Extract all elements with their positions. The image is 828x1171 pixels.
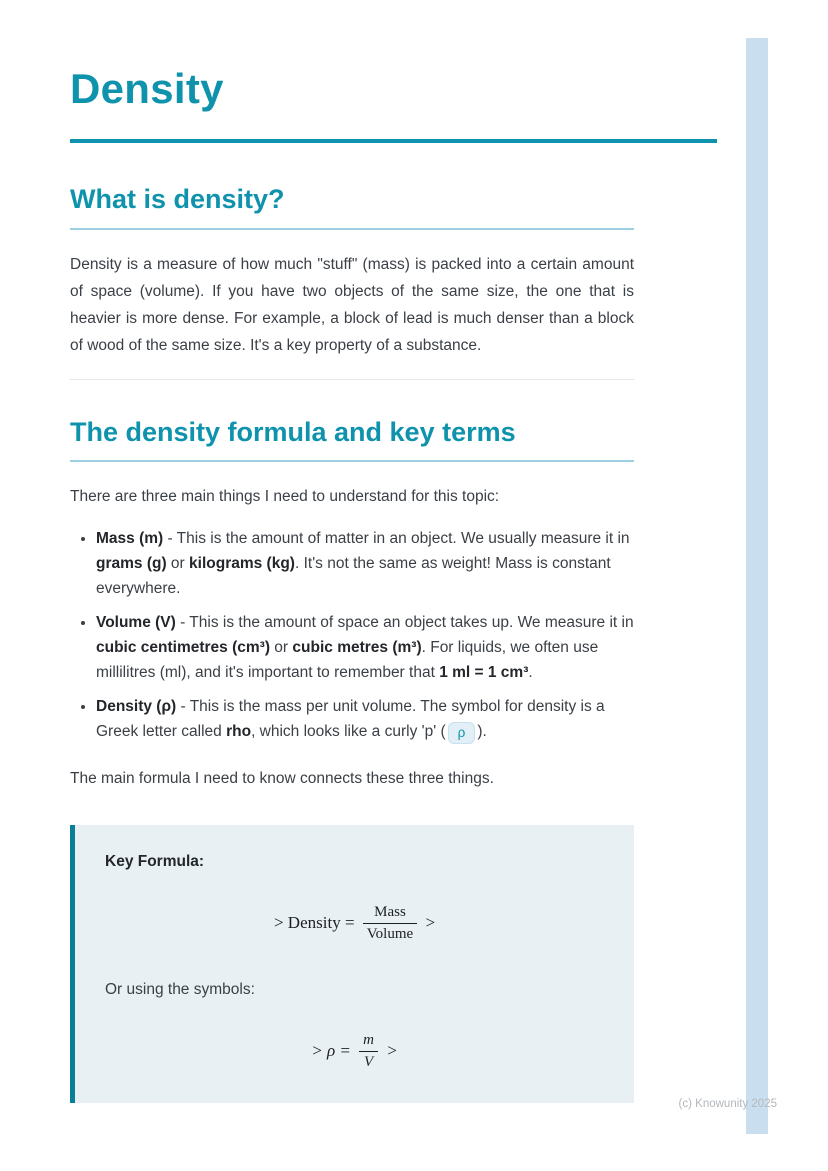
volume-text-3: . For liquids, we often use millilitres (ml), and it's important to remember that: [96, 638, 599, 681]
term-volume: Volume (V): [96, 613, 176, 631]
list-item-density: [96, 694, 634, 744]
intro-paragraph: There are three main things I need to understand for this topic:: [70, 487, 500, 505]
formula2-fraction: [359, 1031, 378, 1073]
formula1-denominator: Volume: [366, 926, 414, 943]
formula-density-words: [105, 903, 604, 945]
density-text-1: - This is the mass per unit volume. The symbol for density is a Greek letter called: [96, 697, 605, 740]
mass-text-1: - This is the amount of matter in an object. We usually measure it in: [163, 529, 630, 547]
page-edge-stripe: [746, 38, 768, 1134]
callout-label: Key Formula:: [105, 852, 205, 870]
key-formula-callout: [70, 825, 634, 1103]
mass-text-2: or: [166, 554, 190, 572]
unit-cubic-centimetres: cubic centimetres (cm³): [96, 638, 270, 656]
mass-text-3: . It's not the same as weight! Mass is constant everywhere.: [96, 554, 611, 597]
formula2-denominator: V: [363, 1054, 374, 1071]
ml-cm3-equivalence: 1 ml = 1 cm³: [439, 663, 529, 681]
formula-density-symbols: [105, 1031, 604, 1073]
outro-paragraph: The main formula I need to know connects these three things.: [70, 769, 494, 787]
volume-text-4: .: [528, 663, 533, 681]
page-title: Density: [70, 65, 224, 112]
rho-symbol-chip: ρ: [448, 722, 476, 744]
term-density: Density (ρ): [96, 697, 177, 715]
unit-grams: grams (g): [96, 554, 167, 572]
title-rule: [70, 139, 717, 143]
volume-text-1: - This is the amount of space an object takes up. We measure it in: [175, 613, 634, 631]
density-text-2: , which looks like a curly 'p' (: [251, 722, 446, 740]
key-terms-list: [80, 526, 634, 744]
formula1-fraction: [363, 903, 417, 945]
list-item-mass: [96, 526, 634, 601]
section-density-formula: [70, 416, 634, 1103]
density-text-3: ).: [477, 722, 487, 740]
callout-middle-text: Or using the symbols:: [105, 980, 255, 998]
formula1-suffix: >: [425, 912, 436, 932]
formula2-numerator: m: [359, 1031, 378, 1053]
formula1-numerator: Mass: [363, 903, 417, 925]
section-heading-density-formula: The density formula and key terms: [70, 416, 634, 462]
term-mass: Mass (m): [96, 529, 164, 547]
volume-text-2: or: [270, 638, 293, 656]
formula1-prefix: > Density =: [273, 912, 355, 932]
copyright-footer: (c) Knowunity 2025: [678, 1098, 777, 1110]
formula2-suffix: >: [386, 1040, 398, 1060]
section-divider: [70, 379, 634, 380]
section-heading-what-is-density: What is density?: [70, 183, 634, 229]
what-is-density-paragraph: Density is a measure of how much "stuff" (mass) is packed into a certain amount of space (volume). If you have two objects of the same size, the one that is heavier is more dense. For example, a block of lead is much denser than a block of wood of the same size. It's a key property of a substance.: [70, 255, 634, 354]
unit-cubic-metres: cubic metres (m³): [292, 638, 422, 656]
rho-word: rho: [226, 722, 252, 740]
unit-kilograms: kilograms (kg): [189, 554, 295, 572]
list-item-volume: [96, 610, 634, 685]
section-what-is-density: [70, 183, 634, 358]
formula2-prefix: > ρ =: [311, 1040, 351, 1060]
document-content: [70, 66, 634, 1103]
